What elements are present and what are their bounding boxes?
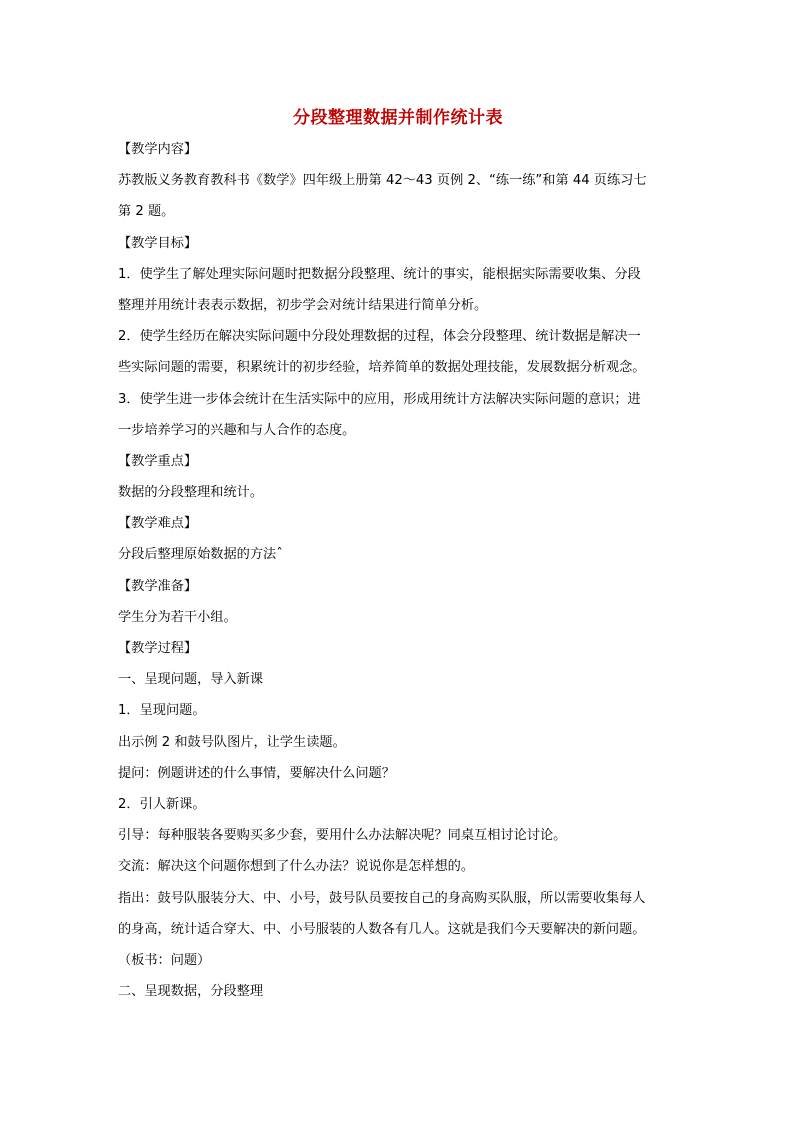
difficulty-line: 分段后整理原始数据的方法ˆ (118, 547, 283, 563)
key-point-line: 数据的分段整理和统计。 (118, 485, 264, 501)
objective-line: 1．使学生了解处理实际问题时把数据分段整理、统计的事实，能根据实际需要收集、分段 (118, 266, 641, 282)
section-heading-difficulties: 【教学难点】 (118, 516, 198, 532)
objective-line: 整理并用统计表表示数据，初步学会对统计结果进行简单分析。 (118, 297, 488, 313)
process-line: （板书：问题） (118, 952, 211, 968)
section-heading-content: 【教学内容】 (118, 142, 198, 157)
process-line: 指出：鼓号队服装分大、中、小号，鼓号队员要按自己的身高购买队服，所以需要收集每人 (118, 890, 646, 906)
process-line: 提问：例题讲述的什么事情，要解决什么问题？ (118, 765, 395, 781)
content-line: 苏教版义务教育教科书《数学》四年级上册第 42～43 页例 2、“练一练”和第 44 页练习七 (118, 173, 647, 189)
section-heading-preparation: 【教学准备】 (118, 578, 198, 594)
preparation-line: 学生分为若干小组。 (118, 609, 237, 625)
process-line: 的身高，统计适合穿大、中、小号服装的人数各有几人。这就是我们今天要解决的新问题。 (118, 921, 646, 937)
content-line: 第 2 题。 (118, 204, 175, 220)
objective-line: 3．使学生进一步体会统计在生活实际中的应用，形成用统计方法解决实际问题的意识；进 (118, 391, 641, 407)
document-page (118, 104, 678, 1007)
process-step-heading: 一、呈现问题，导入新课 (118, 672, 264, 688)
objective-line: 一步培养学习的兴趣和与人合作的态度。 (118, 422, 356, 438)
process-line: 引导：每种服装各要购买多少套，要用什么办法解决呢？同桌互相讨论讨论。 (118, 828, 567, 844)
process-line: 交流：解决这个问题你想到了什么办法？说说你是怎样想的。 (118, 859, 475, 875)
objective-line: 2．使学生经历在解决实际问题中分段处理数据的过程，体会分段整理、统计数据是解决一 (118, 329, 641, 345)
objective-line: 些实际问题的需要，积累统计的初步经验，培养简单的数据处理技能，发展数据分析观念。 (118, 360, 646, 376)
process-line: 1．呈现问题。 (118, 703, 206, 719)
process-line: 出示例 2 和鼓号队图片，让学生读题。 (118, 734, 346, 750)
section-heading-process: 【教学过程】 (118, 641, 198, 656)
document-title: 分段整理数据并制作统计表 (293, 108, 503, 128)
process-line: 2．引人新课。 (118, 796, 206, 812)
process-step-heading: 二、呈现数据，分段整理 (118, 984, 264, 1000)
section-heading-key-points: 【教学重点】 (118, 453, 198, 469)
section-heading-objectives: 【教学目标】 (118, 235, 198, 251)
